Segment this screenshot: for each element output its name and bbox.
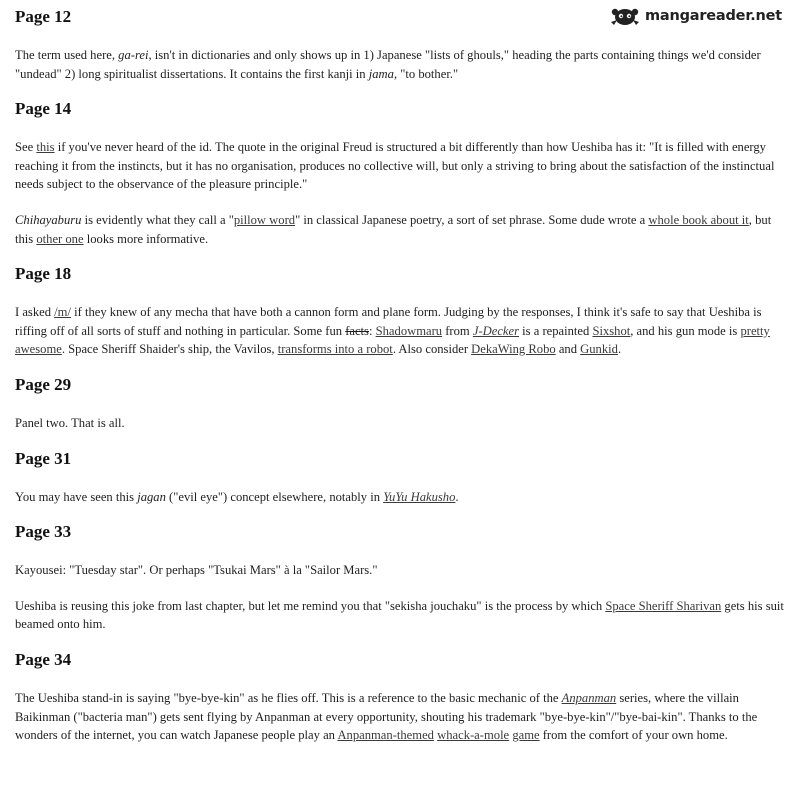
note-paragraph	[15, 488, 787, 507]
note-paragraph	[15, 138, 787, 194]
reference-link[interactable]: game	[512, 728, 540, 743]
reference-link[interactable]: Sixshot	[592, 323, 631, 338]
note-paragraph	[15, 597, 787, 634]
text-run: is evidently what they call a "	[81, 212, 234, 227]
reference-link[interactable]: Gunkid	[580, 342, 618, 357]
text-run: Panel two. That is all.	[15, 415, 125, 430]
reference-link[interactable]: YuYu Hakusho	[383, 489, 456, 504]
note-section	[15, 263, 787, 374]
italic-term: jama	[368, 66, 394, 81]
reference-link[interactable]: Space Sheriff Sharivan	[605, 598, 722, 613]
text-run: :	[368, 323, 376, 338]
text-run: ("evil eye") concept elsewhere, notably in	[165, 489, 384, 504]
note-paragraph	[15, 46, 787, 83]
text-run: looks more informative.	[83, 231, 209, 246]
text-run: .	[617, 342, 622, 357]
text-run: You may have seen this	[15, 489, 138, 504]
section-heading: Page 18	[15, 264, 72, 284]
section-heading: Page 33	[15, 522, 72, 542]
text-run: series, where the villain Baikinman ("bacteria man") gets sent flying by Anpanman at every opportunity, shouting his trademark "bye-bye-kin"/"bye-bai-kin". Thanks to the wonders of the internet, you can watch Japanese people play an	[15, 690, 758, 743]
text-run: Kayousei: "Tuesday star". Or perhaps "Tsukai Mars" à la "Sailor Mars."	[15, 563, 378, 578]
text-run: . Space Sheriff Shaider's ship, the Vavilos,	[61, 342, 278, 357]
watermark-text: mangareader.net	[644, 8, 782, 24]
reference-link[interactable]: DekaWing Robo	[471, 342, 556, 357]
section-heading: Page 31	[15, 448, 72, 468]
text-run: I asked	[15, 305, 55, 320]
reference-link[interactable]: pretty awesome	[15, 323, 770, 357]
note-paragraph	[15, 414, 787, 433]
reference-link[interactable]: Shadowmaru	[375, 323, 443, 338]
text-run: , "to bother."	[393, 66, 459, 81]
italic-term: jagan	[137, 489, 166, 504]
section-heading: Page 29	[15, 374, 72, 394]
italic-term: ga-rei	[118, 48, 149, 62]
text-run: The Ueshiba stand-in is saying "bye-bye-kin" as he flies off. This is a reference to the basic mechanic of the	[15, 690, 562, 705]
note-section	[15, 6, 787, 98]
reference-link[interactable]: this	[36, 140, 55, 155]
note-paragraph	[15, 211, 787, 248]
text-run: Ueshiba is reusing this joke from last chapter, but let me remind you that "sekisha jouchaku" is the process by which	[15, 598, 606, 613]
reference-link[interactable]: Anpanman	[561, 690, 617, 705]
note-section	[15, 649, 787, 745]
notes-page	[15, 6, 787, 745]
text-run: . Also consider	[392, 342, 472, 357]
note-section	[15, 448, 787, 522]
text-run: from the comfort of your own home.	[539, 728, 728, 743]
text-run: , but this	[15, 212, 772, 246]
reference-link[interactable]: other one	[36, 231, 84, 246]
note-section	[15, 374, 787, 448]
text-run: The term used here,	[15, 48, 119, 62]
text-run: from	[442, 323, 473, 338]
text-run: if you've never heard of the id. The quote in the original Freud is structured a bit differently than how Ueshiba has it: "It is filled with energy reaching it from the instincts, but it has no organisation, produces no collective will, but only a striving to bring about the satisfaction of the instinctual needs subject to the observance of the pleasure principle."	[15, 140, 775, 192]
reference-link[interactable]: transforms into a robot	[277, 342, 393, 357]
section-heading: Page 14	[15, 99, 72, 119]
text-run: is a repainted	[519, 323, 593, 338]
text-run: gets his suit beamed onto him.	[15, 598, 784, 632]
text-run: and	[555, 342, 581, 357]
text-run: , isn't in dictionaries and only shows up in 1) Japanese "lists of ghouls," heading the parts containing things we'd consider "undead" 2) long spiritualist dissertations. It contains the first kanji in	[15, 48, 761, 81]
note-paragraph	[15, 689, 787, 745]
reference-link[interactable]: J-Decker	[472, 323, 520, 338]
note-paragraph	[15, 561, 787, 580]
text-run: if they knew of any mecha that have both a cannon form and plane form. Judging by the responses, I think it's safe to say that Ueshiba is riffing off of all sorts of stuff and nothing in particular. Some fun	[15, 305, 762, 338]
text-run: See	[15, 140, 37, 155]
note-section	[15, 521, 787, 649]
italic-term: Chihayaburu	[15, 212, 82, 227]
text-run: " in classical Japanese poetry, a sort of set phrase. Some dude wrote a	[295, 212, 649, 227]
note-paragraph	[15, 303, 787, 359]
reference-link[interactable]: whack-a-mole	[437, 728, 510, 743]
text-run: , and his gun mode is	[630, 323, 741, 338]
reference-link[interactable]: whole book about it	[648, 212, 749, 227]
struck-text: facts	[345, 323, 369, 338]
reference-link[interactable]: /m/	[54, 305, 71, 320]
reference-link[interactable]: pillow word	[233, 212, 296, 227]
section-heading: Page 12	[15, 7, 72, 26]
text-run: .	[455, 489, 459, 504]
section-heading: Page 34	[15, 649, 72, 669]
note-section	[15, 98, 787, 263]
reference-link[interactable]: Anpanman-themed	[337, 728, 434, 743]
